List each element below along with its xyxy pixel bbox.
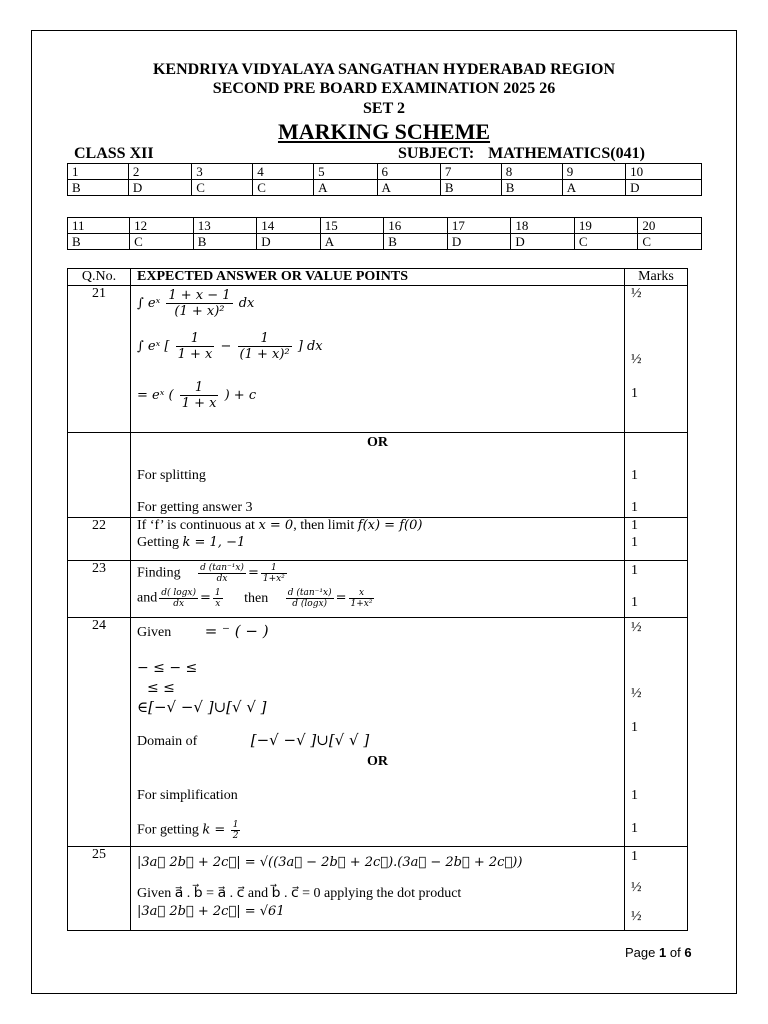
mark-value: ½ bbox=[631, 620, 642, 635]
q23-f2-eq: = bbox=[200, 590, 211, 606]
q23-line-2 bbox=[137, 588, 376, 609]
q23-f3-rnum: x bbox=[349, 588, 375, 599]
mcq-answer: D bbox=[447, 234, 511, 250]
mcq-answer: B bbox=[68, 180, 129, 196]
q21-line2-a-den: 1 + x bbox=[177, 347, 213, 362]
mcq-number: 18 bbox=[511, 218, 575, 234]
mark-value: 1 bbox=[631, 821, 638, 836]
mcq-answer: B bbox=[501, 180, 562, 196]
mark-value: 1 bbox=[631, 500, 638, 515]
table-row bbox=[68, 518, 688, 561]
q22-line-1 bbox=[137, 518, 422, 534]
mcq-number: 7 bbox=[440, 164, 501, 180]
page-title: MARKING SCHEME bbox=[277, 119, 491, 144]
mark-value: 1 bbox=[631, 468, 638, 483]
mcq-answer: A bbox=[562, 180, 625, 196]
q21-line3-den: 1 + x bbox=[181, 396, 217, 411]
mcq-answer-table-2 bbox=[67, 217, 702, 250]
q22-math-b: f(x) = f(0) bbox=[357, 518, 423, 533]
q23-f1-num: d (tan⁻¹x) bbox=[200, 563, 244, 573]
q24-getting-num: 1 bbox=[232, 820, 239, 830]
mcq-answer: B bbox=[384, 234, 448, 250]
q23-f2-rnum: 1 bbox=[214, 588, 221, 598]
or-separator: OR bbox=[367, 754, 388, 769]
q23-f1-den: dx bbox=[216, 574, 228, 584]
mcq-number: 8 bbox=[501, 164, 562, 180]
q25-line-2: Given a⃗ . b⃗ = a⃗ . c⃗ and b⃗ . c⃗ = 0 applying the dot product bbox=[137, 886, 462, 901]
q21-line-1 bbox=[137, 288, 254, 319]
q21-line3-prefix: = eˣ ( bbox=[137, 388, 174, 403]
q23-line-1 bbox=[137, 563, 289, 584]
q22-math-c: k = 1, −1 bbox=[182, 535, 246, 550]
q24-simplification: For simplification bbox=[137, 788, 238, 803]
q21-alt-1: For splitting bbox=[137, 468, 206, 483]
mcq-number: 11 bbox=[68, 218, 130, 234]
mcq-number: 6 bbox=[377, 164, 440, 180]
mcq-number: 20 bbox=[638, 218, 702, 234]
q23-f3-num: d (tan⁻¹x) bbox=[287, 588, 332, 598]
q23-f1-eq: = bbox=[247, 565, 259, 581]
table-row bbox=[68, 433, 688, 518]
mcq-answer: B bbox=[193, 234, 257, 250]
mcq-number: 10 bbox=[626, 164, 702, 180]
mcq-answer: C bbox=[192, 180, 253, 196]
marks-header: Marks bbox=[625, 269, 688, 286]
q21-line2-prefix: ∫ eˣ [ bbox=[137, 339, 170, 354]
mcq-number: 5 bbox=[314, 164, 377, 180]
table-header-row bbox=[68, 269, 688, 286]
q24-getting: For getting bbox=[137, 822, 199, 838]
q24-getting-math: k = bbox=[202, 822, 226, 838]
mcq-answer: C bbox=[130, 234, 194, 250]
q25-line-1: |3a⃗ 2b⃗ + 2c⃗| = √((3a⃗ − 2b⃗ + 2c⃗).(3a⃗ − 2b⃗ + 2c⃗)) bbox=[137, 855, 523, 870]
footer-of-label: of bbox=[669, 945, 681, 960]
q21-line3-suffix: ) + c bbox=[224, 388, 257, 403]
q23-f3-eq: = bbox=[335, 590, 347, 606]
mark-value: 1 bbox=[631, 535, 638, 550]
q23-and: and bbox=[137, 590, 158, 606]
mark-value: 1 bbox=[631, 563, 638, 578]
q23-f3-den: d (logx) bbox=[292, 599, 328, 609]
mark-value: 1 bbox=[631, 720, 638, 735]
mcq-answer: B bbox=[68, 234, 130, 250]
q22-line-2 bbox=[137, 535, 245, 551]
mcq-answer: A bbox=[377, 180, 440, 196]
q21-line2-a-num: 1 bbox=[176, 331, 215, 347]
mark-value: ½ bbox=[631, 880, 642, 895]
mcq-answer: A bbox=[314, 180, 377, 196]
q21-answer bbox=[131, 286, 625, 433]
page-footer bbox=[625, 945, 692, 960]
mcq-number: 15 bbox=[320, 218, 384, 234]
q24-domain: Domain of bbox=[137, 734, 198, 749]
q23-then: then bbox=[244, 590, 269, 606]
mcq-answer: D bbox=[257, 234, 321, 250]
mcq-answer-row bbox=[68, 180, 702, 196]
footer-current-page: 1 bbox=[659, 945, 667, 960]
q21-line2-b-num: 1 bbox=[238, 331, 292, 347]
mcq-answer-row bbox=[68, 234, 702, 250]
q21-line1-prefix: ∫ eˣ bbox=[137, 296, 161, 311]
footer-page-label: Page bbox=[625, 945, 656, 960]
q22-text-a: If ‘f’ is continuous at bbox=[137, 518, 255, 533]
q23-f2-num: d( logx) bbox=[161, 588, 196, 598]
mcq-answer: C bbox=[574, 234, 638, 250]
footer-total-pages: 6 bbox=[684, 945, 692, 960]
mcq-number: 3 bbox=[192, 164, 253, 180]
table-row bbox=[68, 847, 688, 931]
mark-value: 1 bbox=[631, 788, 638, 803]
question-number: 24 bbox=[92, 618, 106, 633]
qno-header: Q.No. bbox=[68, 269, 131, 286]
mcq-number: 13 bbox=[193, 218, 257, 234]
mcq-number: 14 bbox=[257, 218, 321, 234]
q24-given-line bbox=[137, 622, 269, 641]
mcq-answer: D bbox=[626, 180, 702, 196]
mcq-answer: D bbox=[511, 234, 575, 250]
mcq-number-row bbox=[68, 164, 702, 180]
q21-line1-suffix: dx bbox=[238, 296, 255, 311]
mark-value: 1 bbox=[631, 518, 638, 533]
q24-given: Given bbox=[137, 625, 172, 640]
q22-math-a: x = 0 bbox=[258, 518, 294, 533]
mcq-number: 19 bbox=[574, 218, 638, 234]
exam-heading: SECOND PRE BOARD EXAMINATION 2025 26 bbox=[212, 80, 556, 97]
mcq-answer: D bbox=[128, 180, 191, 196]
q25-line-3: |3a⃗ 2b⃗ + 2c⃗| = √61 bbox=[137, 904, 285, 919]
question-number: 23 bbox=[92, 561, 106, 576]
mcq-answer: A bbox=[320, 234, 384, 250]
q23-f1-rnum: 1 bbox=[261, 563, 287, 574]
q23-f1-rden: 1+x² bbox=[262, 574, 285, 584]
mcq-number: 12 bbox=[130, 218, 194, 234]
mcq-number: 4 bbox=[253, 164, 314, 180]
q21-line2-b-den: (1 + x)² bbox=[239, 347, 290, 362]
mark-value: ½ bbox=[631, 286, 642, 301]
q21-line-2 bbox=[137, 331, 323, 362]
table-row bbox=[68, 618, 688, 847]
question-number: 21 bbox=[92, 286, 106, 301]
org-heading: KENDRIYA VIDYALAYA SANGATHAN HYDERABAD REGION bbox=[152, 61, 616, 78]
mcq-answer: C bbox=[638, 234, 702, 250]
mcq-number: 1 bbox=[68, 164, 129, 180]
subject-label: SUBJECT: bbox=[398, 145, 475, 162]
question-number: 25 bbox=[92, 847, 106, 862]
table-row bbox=[68, 561, 688, 618]
table-row bbox=[68, 286, 688, 433]
mark-value: 1 bbox=[631, 849, 638, 864]
answer-header: EXPECTED ANSWER OR VALUE POINTS bbox=[131, 269, 625, 286]
mcq-number: 17 bbox=[447, 218, 511, 234]
or-separator: OR bbox=[367, 435, 388, 450]
q21-line2-suffix: ] dx bbox=[297, 339, 323, 354]
q24-ineq-2: ≤ ≤ bbox=[147, 680, 175, 696]
q22-text-b: , then limit bbox=[293, 518, 355, 533]
mcq-answer-table-1 bbox=[67, 163, 702, 196]
marking-table bbox=[67, 268, 688, 931]
q23-f3-rden: 1+x² bbox=[350, 599, 373, 609]
subject-line bbox=[398, 145, 645, 163]
q24-domain-expr: [−√ −√ ]∪[√ √ ] bbox=[250, 731, 370, 749]
q22-text-c: Getting bbox=[137, 535, 179, 550]
mcq-answer: B bbox=[440, 180, 501, 196]
q21-alt-2: For getting answer 3 bbox=[137, 500, 253, 515]
mcq-number: 16 bbox=[384, 218, 448, 234]
question-number: 22 bbox=[92, 518, 106, 533]
mark-value: 1 bbox=[631, 386, 638, 401]
q24-getting-line bbox=[137, 820, 242, 841]
q21-line1-den: (1 + x)² bbox=[174, 304, 225, 319]
mark-value: ½ bbox=[631, 686, 642, 701]
q23-finding: Finding bbox=[137, 565, 181, 581]
q23-f2-rden: x bbox=[215, 599, 221, 609]
q24-domain-line bbox=[137, 731, 369, 750]
q24-given-expr: = ⁻ ( − ) bbox=[204, 622, 269, 640]
q21-line3-num: 1 bbox=[180, 380, 219, 396]
q24-ineq-1: − ≤ − ≤ bbox=[137, 660, 198, 676]
mark-value: ½ bbox=[631, 909, 642, 924]
q24-getting-den: 2 bbox=[232, 831, 239, 841]
mcq-number: 9 bbox=[562, 164, 625, 180]
q23-f2-den: dx bbox=[173, 599, 185, 609]
class-label: CLASS XII bbox=[74, 145, 154, 162]
q21-line2-minus: − bbox=[220, 339, 232, 354]
set-heading: SET 2 bbox=[363, 100, 405, 117]
mcq-number-row bbox=[68, 218, 702, 234]
mcq-answer: C bbox=[253, 180, 314, 196]
q24-interval: ∈[−√ −√ ]∪[√ √ ] bbox=[137, 698, 267, 716]
q21-line-3 bbox=[137, 380, 256, 411]
mark-value: 1 bbox=[631, 595, 638, 610]
subject-value: MATHEMATICS(041) bbox=[488, 145, 645, 162]
q21-line1-num: 1 + x − 1 bbox=[168, 288, 231, 303]
mcq-number: 2 bbox=[128, 164, 191, 180]
mark-value: ½ bbox=[631, 352, 642, 367]
